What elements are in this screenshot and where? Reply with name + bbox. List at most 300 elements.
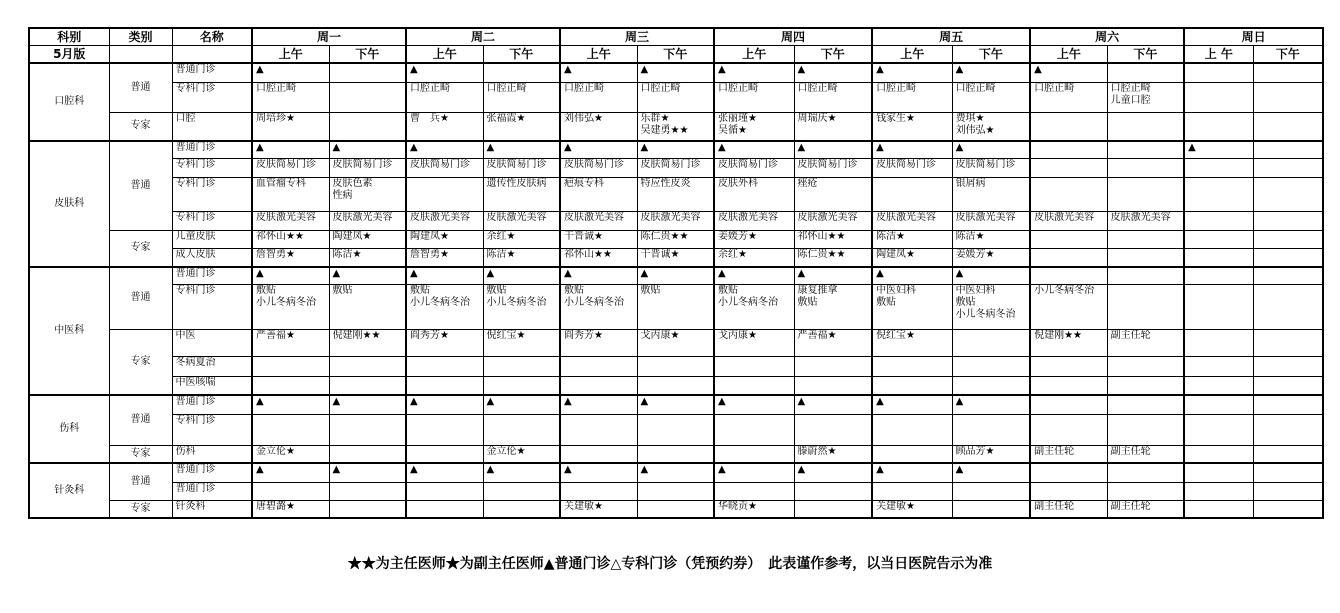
schedule-cell [1253, 395, 1323, 414]
schedule-cell: 顾品芳★ [952, 445, 1030, 463]
schedule-cell: 口腔正畸 [406, 82, 483, 112]
am-header: 上午 [872, 46, 952, 64]
schedule-row [29, 248, 1323, 267]
schedule-cell: 敷贴 小儿冬病冬治 [560, 284, 637, 329]
dept-name: 皮肤科 [29, 141, 109, 267]
schedule-row [29, 211, 1323, 230]
pm-header: 下午 [483, 46, 560, 64]
clinic-name: 普通门诊 [172, 482, 252, 500]
schedule-cell: 遗传性皮肤病 [483, 177, 560, 211]
clinic-type: 普通 [109, 463, 172, 500]
schedule-cell [483, 376, 560, 395]
schedule-cell: 皮肤激光美容 [483, 211, 560, 230]
schedule-cell [1184, 248, 1253, 267]
schedule-cell: 皮肤简易门诊 [714, 158, 794, 177]
header-row-days [29, 28, 1323, 46]
schedule-cell: 费琪★ 刘伟弘★ [952, 112, 1030, 141]
clinic-type: 专家 [109, 500, 172, 518]
schedule-cell [637, 445, 714, 463]
schedule-cell [560, 376, 637, 395]
schedule-row [29, 376, 1323, 395]
schedule-cell [329, 376, 406, 395]
schedule-cell: 皮肤激光美容 [1107, 211, 1184, 230]
schedule-cell: 祁怀山★★ [560, 248, 637, 267]
clinic-type: 普通 [109, 63, 172, 112]
am-header: 上午 [714, 46, 794, 64]
clinic-name: 普通门诊 [172, 395, 252, 414]
schedule-row [29, 284, 1323, 329]
schedule-cell [1107, 141, 1184, 158]
schedule-cell: 姜媛芳★ [952, 248, 1030, 267]
schedule-cell: ▲ [637, 141, 714, 158]
schedule-cell [1107, 356, 1184, 376]
schedule-cell [1030, 395, 1107, 414]
schedule-cell: 陶建凤★ [329, 230, 406, 248]
clinic-name: 普通门诊 [172, 63, 252, 82]
schedule-cell: 口腔正畸 [714, 82, 794, 112]
schedule-cell: 张丽瑾★ 吴循★ [714, 112, 794, 141]
schedule-cell [794, 414, 872, 445]
header-row-halfday [29, 46, 1323, 64]
am-header: 上午 [406, 46, 483, 64]
schedule-cell: 严善福★ [252, 329, 329, 356]
schedule-cell: 皮肤简易门诊 [329, 158, 406, 177]
schedule-cell: ▲ [406, 267, 483, 284]
schedule-cell: 华晓贡★ [714, 500, 794, 518]
schedule-row [29, 445, 1323, 463]
schedule-cell: ▲ [872, 141, 952, 158]
schedule-cell [637, 500, 714, 518]
schedule-cell: 钱家生★ [872, 112, 952, 141]
schedule-cell [406, 482, 483, 500]
schedule-cell: 血管瘤专科 [252, 177, 329, 211]
schedule-row [29, 356, 1323, 376]
schedule-cell [872, 482, 952, 500]
day-header-mon: 周一 [252, 28, 406, 46]
schedule-cell [637, 376, 714, 395]
name-column-header: 名称 [172, 28, 252, 46]
schedule-cell: 口腔正畸 [560, 82, 637, 112]
schedule-cell [1030, 267, 1107, 284]
am-header: 上午 [252, 46, 329, 64]
schedule-cell: ▲ [794, 463, 872, 482]
schedule-cell: 口腔正畸 [872, 82, 952, 112]
schedule-cell [1107, 463, 1184, 482]
schedule-cell: 皮肤激光美容 [252, 211, 329, 230]
schedule-cell: 痤疮 [794, 177, 872, 211]
schedule-row [29, 395, 1323, 414]
schedule-cell [1107, 376, 1184, 395]
schedule-cell: 皮肤激光美容 [952, 211, 1030, 230]
schedule-cell [252, 376, 329, 395]
schedule-cell [1030, 482, 1107, 500]
schedule-cell [952, 356, 1030, 376]
schedule-cell: 皮肤简易门诊 [483, 158, 560, 177]
schedule-cell [329, 63, 406, 82]
schedule-cell: ▲ [872, 267, 952, 284]
clinic-type: 专家 [109, 445, 172, 463]
dept-name: 伤科 [29, 395, 109, 463]
schedule-cell: ▲ [952, 63, 1030, 82]
schedule-cell: 关建敏★ [560, 500, 637, 518]
schedule-cell [1253, 376, 1323, 395]
schedule-cell [794, 376, 872, 395]
pm-header: 下午 [1253, 46, 1323, 64]
schedule-cell: 余红★ [483, 230, 560, 248]
schedule-cell [1107, 63, 1184, 82]
schedule-cell [714, 356, 794, 376]
schedule-cell [406, 414, 483, 445]
schedule-cell: ▲ [714, 141, 794, 158]
schedule-cell: ▲ [714, 395, 794, 414]
am-header: 上午 [560, 46, 637, 64]
schedule-cell: 中医妇科 敷贴 小儿冬病冬治 [952, 284, 1030, 329]
schedule-cell [1184, 482, 1253, 500]
clinic-name: 专科门诊 [172, 414, 252, 445]
schedule-row [29, 158, 1323, 177]
schedule-cell: ▲ [637, 463, 714, 482]
schedule-cell [1253, 482, 1323, 500]
schedule-cell [1030, 414, 1107, 445]
schedule-cell: ▲ [714, 63, 794, 82]
schedule-cell [1184, 445, 1253, 463]
schedule-cell: ▲ [714, 463, 794, 482]
schedule-cell: 倪红宝★ [872, 329, 952, 356]
schedule-cell: 皮肤简易门诊 [406, 158, 483, 177]
schedule-row [29, 141, 1323, 158]
schedule-cell: ▲ [560, 63, 637, 82]
schedule-cell: 口腔正畸 [1030, 82, 1107, 112]
schedule-cell: 陈洁★ [329, 248, 406, 267]
schedule-cell [872, 445, 952, 463]
schedule-cell [714, 445, 794, 463]
schedule-row [29, 482, 1323, 500]
schedule-cell: 皮肤激光美容 [329, 211, 406, 230]
clinic-name: 普通门诊 [172, 141, 252, 158]
schedule-cell [1184, 376, 1253, 395]
schedule-cell [406, 376, 483, 395]
schedule-cell [1030, 158, 1107, 177]
schedule-cell [329, 500, 406, 518]
schedule-cell: 副主任轮 [1030, 500, 1107, 518]
schedule-cell: ▲ [872, 63, 952, 82]
schedule-cell [1184, 500, 1253, 518]
schedule-cell [794, 482, 872, 500]
schedule-cell: ▲ [714, 267, 794, 284]
pm-header: 下午 [329, 46, 406, 64]
schedule-cell: 陈洁★ [483, 248, 560, 267]
schedule-cell: ▲ [252, 63, 329, 82]
pm-header: 下午 [952, 46, 1030, 64]
schedule-cell [560, 482, 637, 500]
schedule-cell: 口腔正畸 [252, 82, 329, 112]
schedule-cell [406, 500, 483, 518]
schedule-cell: 陶建凤★ [406, 230, 483, 248]
schedule-cell: 口腔正畸 [637, 82, 714, 112]
schedule-cell [1184, 356, 1253, 376]
schedule-cell: 曹 兵★ [406, 112, 483, 141]
clinic-name: 专科门诊 [172, 177, 252, 211]
schedule-cell [1253, 284, 1323, 329]
am-header: 上午 [1030, 46, 1107, 64]
schedule-cell [1184, 463, 1253, 482]
schedule-row [29, 63, 1323, 82]
schedule-row [29, 177, 1323, 211]
schedule-cell [952, 482, 1030, 500]
schedule-cell [252, 482, 329, 500]
day-header-sat: 周六 [1030, 28, 1184, 46]
schedule-cell: 祁怀山★★ [252, 230, 329, 248]
schedule-cell: ▲ [952, 267, 1030, 284]
schedule-cell: 倪建刚★★ [329, 329, 406, 356]
schedule-cell [1253, 267, 1323, 284]
schedule-cell [637, 356, 714, 376]
clinic-name: 伤科 [172, 445, 252, 463]
schedule-cell: ▲ [406, 141, 483, 158]
schedule-cell [406, 177, 483, 211]
clinic-type: 专家 [109, 329, 172, 395]
clinic-name: 冬病夏治 [172, 356, 252, 376]
schedule-cell: 副主任轮 [1107, 329, 1184, 356]
schedule-cell [714, 482, 794, 500]
schedule-cell [1107, 230, 1184, 248]
schedule-cell [952, 414, 1030, 445]
schedule-cell [1253, 230, 1323, 248]
schedule-cell [1253, 445, 1323, 463]
schedule-cell [1184, 267, 1253, 284]
schedule-cell: 余红★ [714, 248, 794, 267]
schedule-row [29, 267, 1323, 284]
schedule-cell: 滕蔚然★ [794, 445, 872, 463]
schedule-cell: 口腔正畸 儿童口腔 [1107, 82, 1184, 112]
schedule-cell: ▲ [406, 463, 483, 482]
schedule-cell: 陈仁贵★★ [794, 248, 872, 267]
schedule-cell [1253, 500, 1323, 518]
schedule-cell: 皮肤激光美容 [560, 211, 637, 230]
schedule-cell [1253, 356, 1323, 376]
schedule-cell [872, 356, 952, 376]
schedule-cell: 干晋诚★ [560, 230, 637, 248]
schedule-cell: 倪红宝★ [483, 329, 560, 356]
clinic-name: 成人皮肤 [172, 248, 252, 267]
schedule-row [29, 414, 1323, 445]
schedule-cell: 皮肤激光美容 [406, 211, 483, 230]
schedule-cell: ▲ [637, 395, 714, 414]
schedule-cell [952, 376, 1030, 395]
clinic-name: 中医咳喘 [172, 376, 252, 395]
clinic-name: 专科门诊 [172, 211, 252, 230]
schedule-cell: 皮肤激光美容 [794, 211, 872, 230]
schedule-cell [1253, 158, 1323, 177]
dept-name: 口腔科 [29, 63, 109, 141]
schedule-cell: ▲ [329, 395, 406, 414]
schedule-cell: 刘伟弘★ [560, 112, 637, 141]
schedule-cell [252, 356, 329, 376]
schedule-cell [560, 445, 637, 463]
schedule-cell: 金立伦★ [483, 445, 560, 463]
schedule-cell: ▲ [1184, 141, 1253, 158]
schedule-cell [1253, 248, 1323, 267]
schedule-cell [1253, 177, 1323, 211]
schedule-cell [1107, 158, 1184, 177]
schedule-cell [1107, 414, 1184, 445]
schedule-cell: ▲ [872, 395, 952, 414]
schedule-cell [1253, 211, 1323, 230]
schedule-cell: 皮肤简易门诊 [794, 158, 872, 177]
schedule-cell [1253, 463, 1323, 482]
schedule-cell: ▲ [406, 63, 483, 82]
schedule-cell: ▲ [329, 463, 406, 482]
schedule-cell: 敷贴 小儿冬病冬治 [714, 284, 794, 329]
schedule-cell [1253, 414, 1323, 445]
pm-header: 下午 [637, 46, 714, 64]
clinic-name: 专科门诊 [172, 82, 252, 112]
schedule-row [29, 329, 1323, 356]
schedule-cell [1184, 284, 1253, 329]
schedule-cell: ▲ [252, 141, 329, 158]
schedule-cell: 皮肤简易门诊 [872, 158, 952, 177]
schedule-cell: 张福霞★ [483, 112, 560, 141]
schedule-cell: 口腔正畸 [483, 82, 560, 112]
dept-name: 中医科 [29, 267, 109, 395]
schedule-cell: ▲ [794, 395, 872, 414]
schedule-cell [406, 445, 483, 463]
schedule-cell [1184, 329, 1253, 356]
header-blank [172, 46, 252, 64]
schedule-cell [1253, 82, 1323, 112]
schedule-cell: 皮肤简易门诊 [560, 158, 637, 177]
schedule-cell: ▲ [252, 267, 329, 284]
schedule-cell [483, 482, 560, 500]
schedule-row [29, 463, 1323, 482]
schedule-cell: 干晋诚★ [637, 248, 714, 267]
schedule-cell [329, 482, 406, 500]
schedule-cell [483, 63, 560, 82]
schedule-cell [329, 356, 406, 376]
schedule-cell [1253, 63, 1323, 82]
schedule-cell [1184, 63, 1253, 82]
schedule-cell: 詹智勇★ [252, 248, 329, 267]
schedule-cell [872, 414, 952, 445]
schedule-cell [714, 414, 794, 445]
schedule-cell [1030, 248, 1107, 267]
schedule-cell: 乐群★ 吴建勇★★ [637, 112, 714, 141]
schedule-cell [1030, 141, 1107, 158]
day-header-sun: 周日 [1184, 28, 1323, 46]
schedule-cell: ▲ [483, 463, 560, 482]
schedule-cell: ▲ [252, 395, 329, 414]
schedule-cell [872, 177, 952, 211]
day-header-wed: 周三 [560, 28, 714, 46]
schedule-cell [560, 356, 637, 376]
schedule-cell: 中医妇科 敷贴 [872, 284, 952, 329]
schedule-cell [1184, 211, 1253, 230]
schedule-cell [1253, 141, 1323, 158]
schedule-row [29, 82, 1323, 112]
schedule-cell [872, 376, 952, 395]
schedule-cell: 陈洁★ [872, 230, 952, 248]
schedule-cell [483, 356, 560, 376]
schedule-cell: 敷贴 [637, 284, 714, 329]
schedule-cell: ▲ [794, 63, 872, 82]
pm-header: 下午 [794, 46, 872, 64]
schedule-cell: ▲ [952, 463, 1030, 482]
schedule-cell [1253, 112, 1323, 141]
schedule-cell: 皮肤简易门诊 [252, 158, 329, 177]
schedule-cell: ▲ [637, 267, 714, 284]
schedule-cell [1030, 356, 1107, 376]
schedule-cell: ▲ [483, 267, 560, 284]
clinic-name: 中医 [172, 329, 252, 356]
schedule-cell: ▲ [1030, 63, 1107, 82]
schedule-cell: 阎秀芳★ [560, 329, 637, 356]
day-header-tue: 周二 [406, 28, 560, 46]
clinic-name: 口腔 [172, 112, 252, 141]
clinic-type: 普通 [109, 395, 172, 445]
schedule-cell [1253, 329, 1323, 356]
schedule-cell: ▲ [560, 463, 637, 482]
clinic-name: 专科门诊 [172, 284, 252, 329]
schedule-cell: ▲ [329, 141, 406, 158]
schedule-cell [1030, 376, 1107, 395]
schedule-cell [1107, 177, 1184, 211]
schedule-cell: 副主任轮 [1107, 500, 1184, 518]
schedule-cell [637, 482, 714, 500]
schedule-cell [1030, 112, 1107, 141]
type-column-header: 类别 [109, 28, 172, 46]
schedule-cell [406, 356, 483, 376]
schedule-cell: ▲ [952, 141, 1030, 158]
schedule-cell: 敷贴 小儿冬病冬治 [406, 284, 483, 329]
schedule-cell [252, 414, 329, 445]
schedule-cell: 周培珍★ [252, 112, 329, 141]
schedule-cell: ▲ [872, 463, 952, 482]
schedule-cell: 戈丙康★ [714, 329, 794, 356]
schedule-cell: 陈仁贵★★ [637, 230, 714, 248]
schedule-cell: ▲ [483, 141, 560, 158]
schedule-cell: 疤痕专科 [560, 177, 637, 211]
schedule-cell [1107, 267, 1184, 284]
schedule-cell: 康复推拿 敷贴 [794, 284, 872, 329]
pm-header: 下午 [1107, 46, 1184, 64]
schedule-cell: ▲ [483, 395, 560, 414]
schedule-cell: ▲ [406, 395, 483, 414]
schedule-cell [952, 500, 1030, 518]
clinic-type: 专家 [109, 112, 172, 141]
schedule-cell: ▲ [329, 267, 406, 284]
schedule-cell [1184, 177, 1253, 211]
day-header-fri: 周五 [872, 28, 1030, 46]
schedule-cell [329, 414, 406, 445]
schedule-cell: 敷贴 小儿冬病冬治 [483, 284, 560, 329]
schedule-cell [329, 445, 406, 463]
schedule-cell: 皮肤简易门诊 [637, 158, 714, 177]
schedule-cell: ▲ [252, 463, 329, 482]
schedule-cell: 银屑病 [952, 177, 1030, 211]
schedule-row [29, 500, 1323, 518]
schedule-cell: 皮肤激光美容 [1030, 211, 1107, 230]
schedule-cell [1107, 395, 1184, 414]
schedule-cell: 詹智勇★ [406, 248, 483, 267]
schedule-cell: 倪建刚★★ [1030, 329, 1107, 356]
schedule-cell: 唐碧潞★ [252, 500, 329, 518]
schedule-cell: 金立伦★ [252, 445, 329, 463]
schedule-cell: 皮肤激光美容 [872, 211, 952, 230]
schedule-row [29, 230, 1323, 248]
schedule-cell [1184, 112, 1253, 141]
clinic-name: 普通门诊 [172, 463, 252, 482]
day-header-thu: 周四 [714, 28, 872, 46]
